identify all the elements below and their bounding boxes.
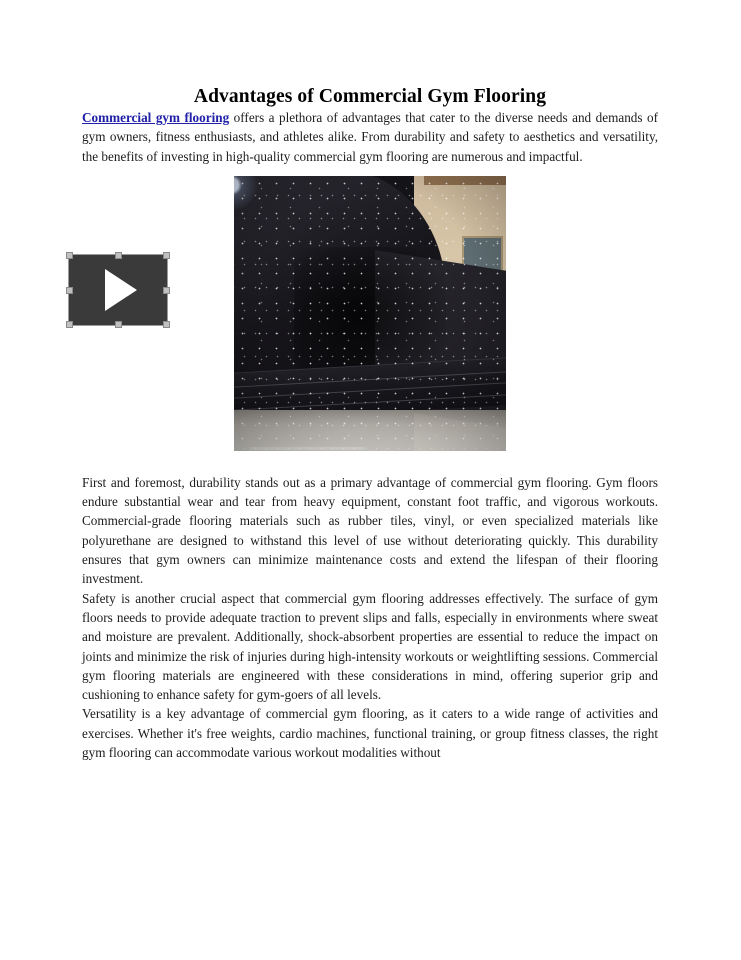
resize-handle-bottom-right[interactable] [163,321,170,328]
media-band [82,176,658,473]
photo-vignette [234,176,506,451]
play-triangle-icon [105,269,137,311]
resize-handle-top-center[interactable] [115,252,122,259]
resize-handle-bottom-left[interactable] [66,321,73,328]
document-content [82,0,658,762]
video-play-button[interactable] [68,254,168,326]
page-title: Advantages of Commercial Gym Flooring [193,86,547,107]
resize-handle-right-center[interactable] [163,287,170,294]
paragraph-intro-text: offers a plethora of advantages that cater to the diverse needs and demands of gym owners, fitness enthusiasts, and athletes alike. From durability and safety to aesthetics and versatility, the benefits of investing in high-quality commercial gym flooring are numerous and impactful. [82,110,658,164]
paragraph-intro [82,108,658,166]
photo-scene [234,176,506,451]
resize-handle-bottom-center[interactable] [115,321,122,328]
commercial-gym-flooring-link[interactable]: Commercial gym flooring [82,110,230,125]
resize-handle-top-right[interactable] [163,252,170,259]
paragraph-durability: First and foremost, durability stands out as a primary advantage of commercial gym flooring. Gym floors endure substantial wear and tear from heavy equipment, constant foot traffic, and vigorous workouts. Commercial-grade flooring materials such as rubber tiles, vinyl, or even specialized materials like polyurethane are designed to withstand this level of use without deteriorating quickly. This durability ensures that gym owners can minimize maintenance costs and extend the lifespan of their flooring investment. [82,474,658,587]
resize-handle-top-left[interactable] [66,252,73,259]
resize-handle-left-center[interactable] [66,287,73,294]
gym-flooring-photo [234,176,506,451]
paragraph-versatility: Versatility is a key advantage of commercial gym flooring, as it caters to a wide range of activities and exercises. Whether it's free weights, cardio machines, functional training, or group fitness classes, the right gym flooring can accommodate various workout modalities without [82,706,658,761]
paragraph-safety: Safety is another crucial aspect that commercial gym flooring addresses effectively. The surface of gym floors needs to provide adequate traction to prevent slips and falls, especially in environments where sweat and moisture are prevalent. Additionally, shock-absorbent properties are essential to reduce the impact on joints and minimize the risk of injuries during high-intensity workouts or weightlifting sessions. Commercial gym flooring materials are engineered with these considerations in mind, offering superior grip and cushioning to enhance safety for gym-goers of all levels. [82,590,658,703]
